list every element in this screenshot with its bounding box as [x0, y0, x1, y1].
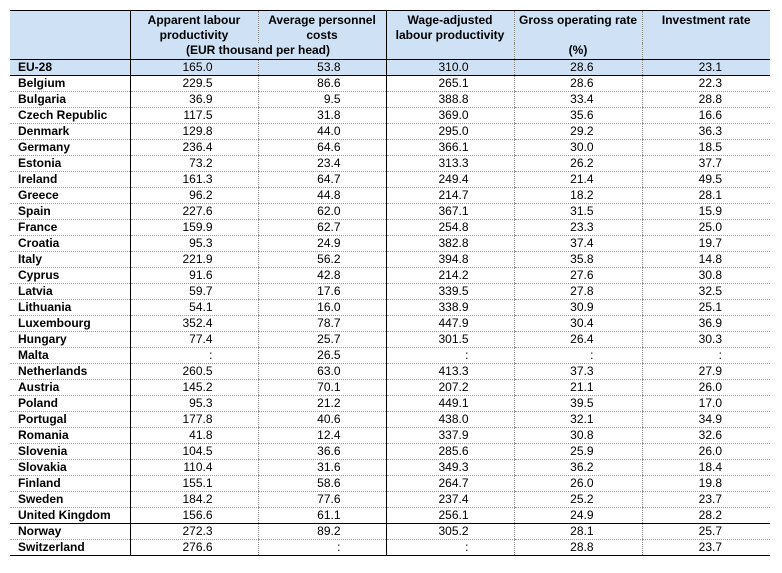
cell-average-personnel-costs: 61.1 — [258, 508, 386, 524]
cell-gross-operating-rate: 23.3 — [514, 220, 642, 236]
cell-apparent-labour-productivity: 184.2 — [130, 492, 258, 508]
cell-investment-rate: 30.3 — [642, 332, 770, 348]
table-row — [10, 108, 770, 124]
cell-investment-rate: 26.0 — [642, 380, 770, 396]
cell-wage-adjusted-labour-productivity: 313.3 — [386, 156, 514, 172]
cell-investment-rate: 22.3 — [642, 76, 770, 92]
table-row — [10, 460, 770, 476]
row-country-label: Latvia — [10, 284, 130, 300]
cell-gross-operating-rate: 36.2 — [514, 460, 642, 476]
table-row — [10, 252, 770, 268]
row-country-label: Switzerland — [10, 540, 130, 556]
cell-apparent-labour-productivity: 117.5 — [130, 108, 258, 124]
table-row — [10, 492, 770, 508]
cell-wage-adjusted-labour-productivity: 301.5 — [386, 332, 514, 348]
cell-apparent-labour-productivity: 161.3 — [130, 172, 258, 188]
row-country-label: Finland — [10, 476, 130, 492]
cell-gross-operating-rate: 27.6 — [514, 268, 642, 284]
row-country-label: Denmark — [10, 124, 130, 140]
cell-apparent-labour-productivity: 156.6 — [130, 508, 258, 524]
table-row — [10, 156, 770, 172]
cell-gross-operating-rate: 30.8 — [514, 428, 642, 444]
cell-gross-operating-rate: 28.6 — [514, 60, 642, 76]
table-header — [10, 11, 770, 60]
row-country-label: United Kingdom — [10, 508, 130, 524]
cell-wage-adjusted-labour-productivity: 449.1 — [386, 396, 514, 412]
table-row — [10, 204, 770, 220]
cell-wage-adjusted-labour-productivity: 237.4 — [386, 492, 514, 508]
header-investment-rate: Investment rate — [642, 11, 770, 44]
table-row — [10, 508, 770, 524]
cell-gross-operating-rate: 31.5 — [514, 204, 642, 220]
cell-average-personnel-costs: 31.6 — [258, 460, 386, 476]
table-row — [10, 140, 770, 156]
row-country-label: Netherlands — [10, 364, 130, 380]
cell-gross-operating-rate: 30.4 — [514, 316, 642, 332]
cell-apparent-labour-productivity: 104.5 — [130, 444, 258, 460]
header-blank — [10, 11, 130, 44]
cell-wage-adjusted-labour-productivity: : — [386, 540, 514, 556]
cell-investment-rate: 25.7 — [642, 524, 770, 540]
cell-wage-adjusted-labour-productivity: 367.1 — [386, 204, 514, 220]
cell-wage-adjusted-labour-productivity: 285.6 — [386, 444, 514, 460]
table-row — [10, 92, 770, 108]
row-country-label: Malta — [10, 348, 130, 364]
cell-average-personnel-costs: 40.6 — [258, 412, 386, 428]
cell-average-personnel-costs: 62.0 — [258, 204, 386, 220]
data-table-container — [10, 10, 770, 556]
row-country-label: Austria — [10, 380, 130, 396]
cell-apparent-labour-productivity: 95.3 — [130, 396, 258, 412]
cell-gross-operating-rate: 21.1 — [514, 380, 642, 396]
cell-average-personnel-costs: 36.6 — [258, 444, 386, 460]
cell-wage-adjusted-labour-productivity: 413.3 — [386, 364, 514, 380]
table-row — [10, 300, 770, 316]
cell-gross-operating-rate: 37.4 — [514, 236, 642, 252]
table-row — [10, 316, 770, 332]
cell-wage-adjusted-labour-productivity: 310.0 — [386, 60, 514, 76]
cell-wage-adjusted-labour-productivity: 349.3 — [386, 460, 514, 476]
cell-average-personnel-costs: 53.8 — [258, 60, 386, 76]
row-country-label: Cyprus — [10, 268, 130, 284]
cell-average-personnel-costs: 78.7 — [258, 316, 386, 332]
cell-apparent-labour-productivity: 155.1 — [130, 476, 258, 492]
cell-gross-operating-rate: 35.6 — [514, 108, 642, 124]
table-row — [10, 348, 770, 364]
row-country-label: Croatia — [10, 236, 130, 252]
row-country-label: Spain — [10, 204, 130, 220]
table-row — [10, 284, 770, 300]
cell-wage-adjusted-labour-productivity: 264.7 — [386, 476, 514, 492]
cell-wage-adjusted-labour-productivity: 305.2 — [386, 524, 514, 540]
cell-apparent-labour-productivity: 41.8 — [130, 428, 258, 444]
cell-apparent-labour-productivity: 73.2 — [130, 156, 258, 172]
row-country-label: Germany — [10, 140, 130, 156]
cell-wage-adjusted-labour-productivity: 339.5 — [386, 284, 514, 300]
cell-investment-rate: 15.9 — [642, 204, 770, 220]
cell-gross-operating-rate: 25.2 — [514, 492, 642, 508]
cell-gross-operating-rate: 33.4 — [514, 92, 642, 108]
row-country-label: Romania — [10, 428, 130, 444]
cell-average-personnel-costs: 21.2 — [258, 396, 386, 412]
cell-investment-rate: 28.8 — [642, 92, 770, 108]
cell-gross-operating-rate: 28.1 — [514, 524, 642, 540]
cell-apparent-labour-productivity: 276.6 — [130, 540, 258, 556]
cell-gross-operating-rate: 32.1 — [514, 412, 642, 428]
cell-apparent-labour-productivity: 177.8 — [130, 412, 258, 428]
header-unit-blank-2 — [642, 43, 770, 60]
cell-average-personnel-costs: 9.5 — [258, 92, 386, 108]
cell-wage-adjusted-labour-productivity: 265.1 — [386, 76, 514, 92]
table-row — [10, 268, 770, 284]
cell-gross-operating-rate: 27.8 — [514, 284, 642, 300]
cell-apparent-labour-productivity: 165.0 — [130, 60, 258, 76]
cell-wage-adjusted-labour-productivity: 254.8 — [386, 220, 514, 236]
cell-investment-rate: 37.7 — [642, 156, 770, 172]
cell-investment-rate: 23.7 — [642, 492, 770, 508]
cell-investment-rate: : — [642, 348, 770, 364]
cell-apparent-labour-productivity: 91.6 — [130, 268, 258, 284]
cell-average-personnel-costs: 23.4 — [258, 156, 386, 172]
header-apparent-labour-productivity: Apparent labour productivity — [130, 11, 258, 44]
row-country-label: Italy — [10, 252, 130, 268]
cell-apparent-labour-productivity: 54.1 — [130, 300, 258, 316]
cell-investment-rate: 19.8 — [642, 476, 770, 492]
table-row — [10, 172, 770, 188]
table-row — [10, 444, 770, 460]
cell-average-personnel-costs: 12.4 — [258, 428, 386, 444]
table-row — [10, 124, 770, 140]
table-body — [10, 60, 770, 556]
row-country-label: France — [10, 220, 130, 236]
header-unit-eur: (EUR thousand per head) — [130, 43, 386, 60]
cell-average-personnel-costs: 64.7 — [258, 172, 386, 188]
table-row — [10, 428, 770, 444]
table-row — [10, 332, 770, 348]
cell-investment-rate: 28.2 — [642, 508, 770, 524]
row-country-label: Luxembourg — [10, 316, 130, 332]
cell-investment-rate: 19.7 — [642, 236, 770, 252]
cell-wage-adjusted-labour-productivity: 207.2 — [386, 380, 514, 396]
cell-wage-adjusted-labour-productivity: 369.0 — [386, 108, 514, 124]
cell-investment-rate: 26.0 — [642, 444, 770, 460]
header-unit-blank — [386, 43, 514, 60]
row-country-label: Bulgaria — [10, 92, 130, 108]
cell-average-personnel-costs: 89.2 — [258, 524, 386, 540]
cell-average-personnel-costs: 63.0 — [258, 364, 386, 380]
cell-average-personnel-costs: 44.0 — [258, 124, 386, 140]
cell-wage-adjusted-labour-productivity: 447.9 — [386, 316, 514, 332]
cell-investment-rate: 25.0 — [642, 220, 770, 236]
row-country-label: Poland — [10, 396, 130, 412]
cell-investment-rate: 18.5 — [642, 140, 770, 156]
cell-wage-adjusted-labour-productivity: : — [386, 348, 514, 364]
row-country-label: Lithuania — [10, 300, 130, 316]
cell-gross-operating-rate: 30.9 — [514, 300, 642, 316]
cell-average-personnel-costs: 26.5 — [258, 348, 386, 364]
table-row — [10, 476, 770, 492]
table-row — [10, 540, 770, 556]
cell-gross-operating-rate: 29.2 — [514, 124, 642, 140]
cell-gross-operating-rate: 25.9 — [514, 444, 642, 460]
cell-apparent-labour-productivity: 159.9 — [130, 220, 258, 236]
cell-wage-adjusted-labour-productivity: 214.2 — [386, 268, 514, 284]
cell-average-personnel-costs: 44.8 — [258, 188, 386, 204]
row-country-label: Sweden — [10, 492, 130, 508]
cell-investment-rate: 32.5 — [642, 284, 770, 300]
row-country-label: Greece — [10, 188, 130, 204]
header-average-personnel-costs: Average personnel costs — [258, 11, 386, 44]
cell-wage-adjusted-labour-productivity: 295.0 — [386, 124, 514, 140]
row-country-label: Slovenia — [10, 444, 130, 460]
cell-wage-adjusted-labour-productivity: 438.0 — [386, 412, 514, 428]
cell-average-personnel-costs: 25.7 — [258, 332, 386, 348]
cell-investment-rate: 23.7 — [642, 540, 770, 556]
cell-gross-operating-rate: : — [514, 348, 642, 364]
cell-apparent-labour-productivity: 110.4 — [130, 460, 258, 476]
cell-wage-adjusted-labour-productivity: 394.8 — [386, 252, 514, 268]
row-country-label: Portugal — [10, 412, 130, 428]
productivity-table — [10, 10, 770, 556]
cell-investment-rate: 28.1 — [642, 188, 770, 204]
cell-average-personnel-costs: 70.1 — [258, 380, 386, 396]
row-country-label: Slovakia — [10, 460, 130, 476]
cell-apparent-labour-productivity: 36.9 — [130, 92, 258, 108]
cell-average-personnel-costs: 86.6 — [258, 76, 386, 92]
row-country-label: EU-28 — [10, 60, 130, 76]
cell-investment-rate: 49.5 — [642, 172, 770, 188]
header-unit-pct: (%) — [514, 43, 642, 60]
table-row — [10, 380, 770, 396]
cell-apparent-labour-productivity: 272.3 — [130, 524, 258, 540]
table-row — [10, 220, 770, 236]
cell-average-personnel-costs: 16.0 — [258, 300, 386, 316]
table-row — [10, 236, 770, 252]
cell-wage-adjusted-labour-productivity: 382.8 — [386, 236, 514, 252]
cell-apparent-labour-productivity: 227.6 — [130, 204, 258, 220]
cell-apparent-labour-productivity: 221.9 — [130, 252, 258, 268]
cell-apparent-labour-productivity: 96.2 — [130, 188, 258, 204]
table-row — [10, 524, 770, 540]
cell-gross-operating-rate: 26.2 — [514, 156, 642, 172]
cell-investment-rate: 14.8 — [642, 252, 770, 268]
cell-average-personnel-costs: 64.6 — [258, 140, 386, 156]
cell-average-personnel-costs: : — [258, 540, 386, 556]
cell-gross-operating-rate: 26.4 — [514, 332, 642, 348]
cell-gross-operating-rate: 26.0 — [514, 476, 642, 492]
row-country-label: Hungary — [10, 332, 130, 348]
row-country-label: Ireland — [10, 172, 130, 188]
row-country-label: Belgium — [10, 76, 130, 92]
cell-apparent-labour-productivity: 145.2 — [130, 380, 258, 396]
cell-average-personnel-costs: 62.7 — [258, 220, 386, 236]
row-country-label: Czech Republic — [10, 108, 130, 124]
cell-average-personnel-costs: 17.6 — [258, 284, 386, 300]
cell-gross-operating-rate: 39.5 — [514, 396, 642, 412]
cell-investment-rate: 32.6 — [642, 428, 770, 444]
table-row — [10, 188, 770, 204]
cell-apparent-labour-productivity: 59.7 — [130, 284, 258, 300]
cell-gross-operating-rate: 21.4 — [514, 172, 642, 188]
cell-apparent-labour-productivity: 229.5 — [130, 76, 258, 92]
cell-average-personnel-costs: 58.6 — [258, 476, 386, 492]
cell-gross-operating-rate: 37.3 — [514, 364, 642, 380]
cell-investment-rate: 17.0 — [642, 396, 770, 412]
cell-investment-rate: 27.9 — [642, 364, 770, 380]
cell-apparent-labour-productivity: 129.8 — [130, 124, 258, 140]
row-country-label: Estonia — [10, 156, 130, 172]
cell-apparent-labour-productivity: 95.3 — [130, 236, 258, 252]
cell-investment-rate: 30.8 — [642, 268, 770, 284]
cell-gross-operating-rate: 18.2 — [514, 188, 642, 204]
cell-average-personnel-costs: 31.8 — [258, 108, 386, 124]
cell-gross-operating-rate: 30.0 — [514, 140, 642, 156]
table-row — [10, 76, 770, 92]
row-country-label: Norway — [10, 524, 130, 540]
cell-apparent-labour-productivity: 260.5 — [130, 364, 258, 380]
cell-investment-rate: 36.9 — [642, 316, 770, 332]
cell-wage-adjusted-labour-productivity: 249.4 — [386, 172, 514, 188]
header-blank-2 — [10, 43, 130, 60]
cell-investment-rate: 23.1 — [642, 60, 770, 76]
cell-wage-adjusted-labour-productivity: 256.1 — [386, 508, 514, 524]
cell-wage-adjusted-labour-productivity: 366.1 — [386, 140, 514, 156]
cell-wage-adjusted-labour-productivity: 214.7 — [386, 188, 514, 204]
cell-wage-adjusted-labour-productivity: 337.9 — [386, 428, 514, 444]
cell-wage-adjusted-labour-productivity: 388.8 — [386, 92, 514, 108]
cell-investment-rate: 18.4 — [642, 460, 770, 476]
cell-apparent-labour-productivity: 352.4 — [130, 316, 258, 332]
cell-investment-rate: 34.9 — [642, 412, 770, 428]
cell-average-personnel-costs: 77.6 — [258, 492, 386, 508]
cell-average-personnel-costs: 56.2 — [258, 252, 386, 268]
cell-investment-rate: 36.3 — [642, 124, 770, 140]
header-wage-adjusted-labour-productivity: Wage-adjusted labour productivity — [386, 11, 514, 44]
cell-apparent-labour-productivity: 77.4 — [130, 332, 258, 348]
cell-gross-operating-rate: 35.8 — [514, 252, 642, 268]
cell-wage-adjusted-labour-productivity: 338.9 — [386, 300, 514, 316]
cell-apparent-labour-productivity: : — [130, 348, 258, 364]
cell-gross-operating-rate: 28.6 — [514, 76, 642, 92]
table-row — [10, 412, 770, 428]
cell-average-personnel-costs: 24.9 — [258, 236, 386, 252]
table-row — [10, 60, 770, 76]
cell-investment-rate: 25.1 — [642, 300, 770, 316]
cell-average-personnel-costs: 42.8 — [258, 268, 386, 284]
cell-investment-rate: 16.6 — [642, 108, 770, 124]
table-row — [10, 396, 770, 412]
cell-gross-operating-rate: 24.9 — [514, 508, 642, 524]
header-gross-operating-rate: Gross operating rate — [514, 11, 642, 44]
cell-gross-operating-rate: 28.8 — [514, 540, 642, 556]
cell-apparent-labour-productivity: 236.4 — [130, 140, 258, 156]
table-row — [10, 364, 770, 380]
